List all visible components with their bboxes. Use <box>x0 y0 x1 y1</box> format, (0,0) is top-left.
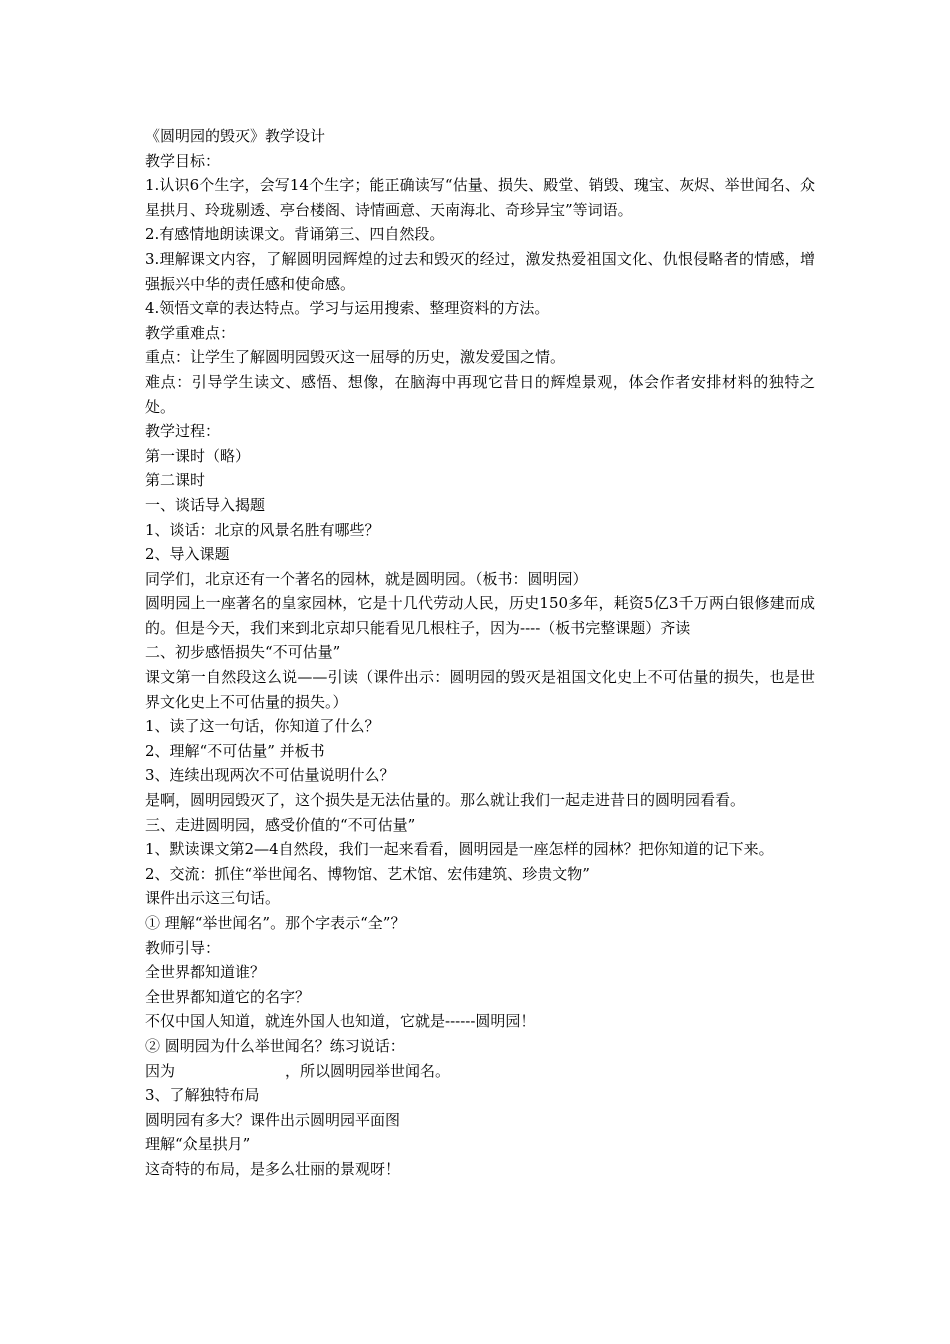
text-line: 一、谈话导入揭题 <box>145 495 266 514</box>
text-line: 第二课时 <box>145 471 206 490</box>
text-line: 三、走进圆明园，感受价值的“不可估量” <box>145 815 416 834</box>
text-line: 教学过程： <box>145 422 221 441</box>
text-line: ② 圆明园为什么举世闻名？练习说话： <box>145 1036 405 1055</box>
fill-in-after: ，所以圆明园举世闻名。 <box>285 1061 451 1080</box>
text-line: 2、理解“不可估量” 并板书 <box>145 741 325 760</box>
text-line: 是啊，圆明园毁灭了，这个损失是无法估量的。那么就让我们一起走进昔日的圆明园看看。 <box>145 791 746 810</box>
text-line: 2.有感情地朗读课文。背诵第三、四自然段。 <box>145 225 445 244</box>
text-line: 1、默读课文第2—4自然段，我们一起来看看，圆明园是一座怎样的园林？把你知道的记下来。 <box>145 840 774 859</box>
document-body <box>145 124 815 1182</box>
text-line: 同学们，北京还有一个著名的园林，就是圆明园。（板书：圆明园） <box>145 569 588 588</box>
text-line: 不仅中国人知道，就连外国人也知道，它就是------圆明园！ <box>145 1012 536 1031</box>
fill-in-before: 因为 <box>145 1061 176 1080</box>
fill-in-sentence <box>145 1059 815 1084</box>
text-line: 4.领悟文章的表达特点。学习与运用搜索、整理资料的方法。 <box>145 299 550 318</box>
text-line: 3、连续出现两次不可估量说明什么？ <box>145 766 395 785</box>
text-line: 课文第一自然段这么说——引读（课件出示：圆明园的毁灭是祖国文化史上不可估量的损失，也是世界文化史上不可估量的损失。） <box>145 668 815 711</box>
text-line: 重点：让学生了解圆明园毁灭这一屈辱的历史，激发爱国之情。 <box>145 348 566 367</box>
text-line: 全世界都知道谁？ <box>145 963 266 982</box>
text-line: 2、交流：抓住“举世闻名、博物馆、艺术馆、宏伟建筑、珍贵文物” <box>145 864 590 883</box>
text-line: 3、了解独特布局 <box>145 1086 260 1105</box>
text-line: 1、读了这一句话，你知道了什么？ <box>145 717 380 736</box>
text-line: 课件出示这三句话。 <box>145 889 281 908</box>
text-line: 理解“众星拱月” <box>145 1135 251 1154</box>
text-line: 教学目标： <box>145 151 221 170</box>
text-line: 二、初步感悟损失“不可估量” <box>145 643 341 662</box>
text-line: 1、谈话：北京的风景名胜有哪些？ <box>145 520 380 539</box>
text-line: 第一课时（略） <box>145 446 251 465</box>
document-title: 《圆明园的毁灭》教学设计 <box>145 127 326 145</box>
text-line: 2、导入课题 <box>145 545 230 564</box>
text-line: 教学重难点： <box>145 323 236 342</box>
text-line: 圆明园上一座著名的皇家园林，它是十几代劳动人民，历史150多年，耗资5亿3千万两白银修建而成的。但是今天，我们来到北京却只能看见几根柱子，因为----（板书完整课题）齐读 <box>145 594 815 637</box>
text-line: 教师引导： <box>145 938 221 957</box>
text-line: 圆明园有多大？课件出示圆明园平面图 <box>145 1110 401 1129</box>
text-line: 1.认识6个生字，会写14个生字；能正确读写“估量、损失、殿堂、销毁、瑰宝、灰烬、举世闻名、众星拱月、玲珑剔透、亭台楼阁、诗情画意、天南海北、奇珍异宝”等词语。 <box>145 176 815 219</box>
text-line: ① 理解“举世闻名”。那个字表示“全”？ <box>145 914 406 932</box>
text-line: 难点：引导学生读文、感悟、想像，在脑海中再现它昔日的辉煌景观，体会作者安排材料的独特之处。 <box>145 372 815 416</box>
text-line: 全世界都知道它的名字？ <box>145 987 311 1006</box>
text-line: 这奇特的布局，是多么壮丽的景观呀！ <box>145 1159 401 1178</box>
text-line: 3.理解课文内容，了解圆明园辉煌的过去和毁灭的经过，激发热爱祖国文化、仇恨侵略者的情感，增强振兴中华的责任感和使命感。 <box>145 249 815 293</box>
